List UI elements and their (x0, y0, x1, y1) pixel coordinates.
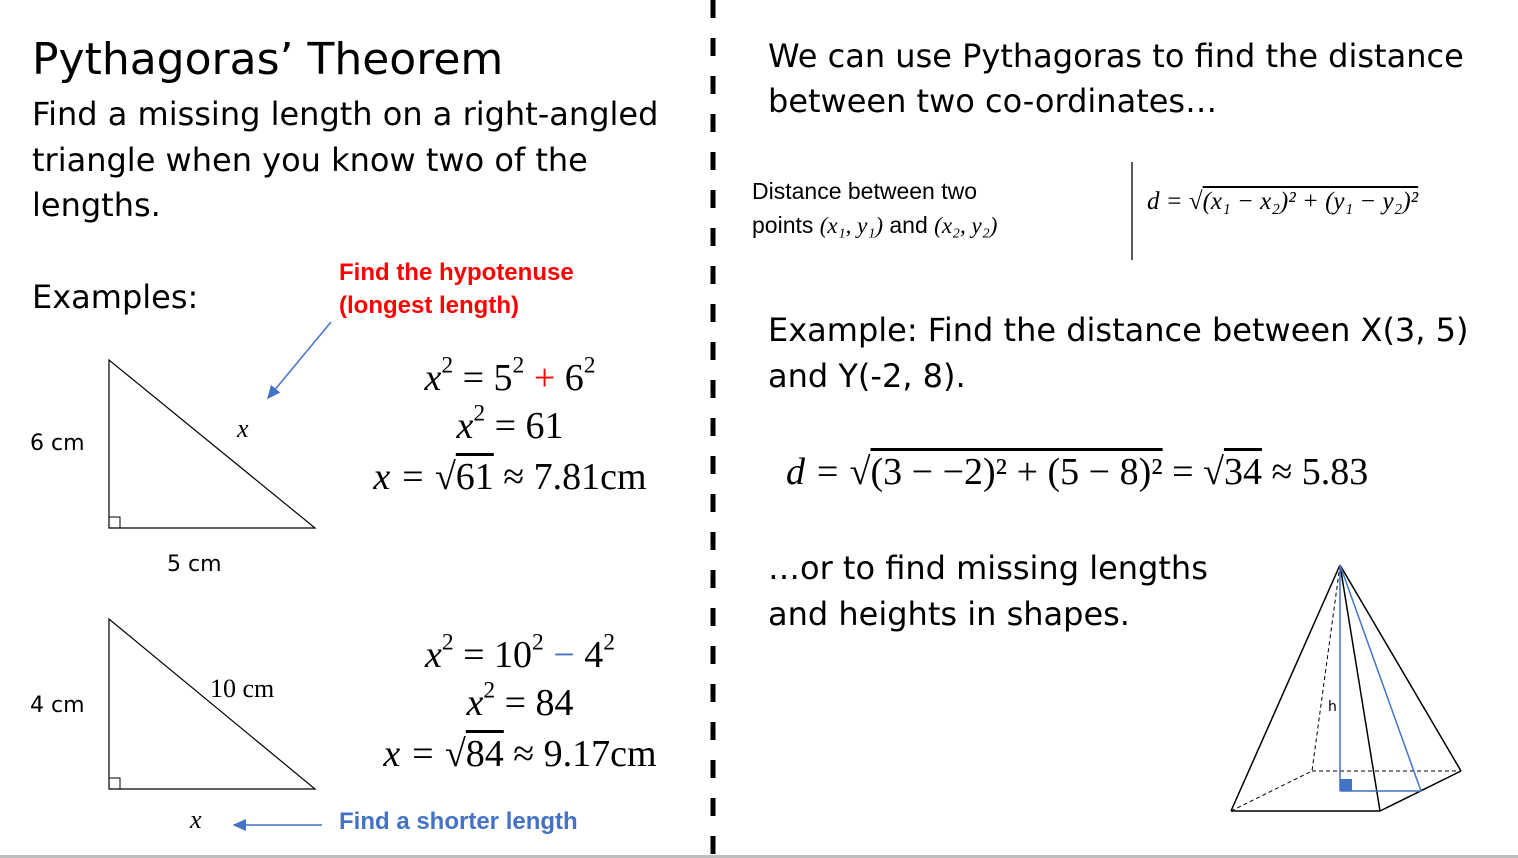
example-line-2: and Y(-2, 8). (768, 357, 966, 395)
example-1-equation-1: $x^2 = 5^2 + 6^2$ (424, 352, 596, 399)
right-intro-line-2: between two co-ordinates… (768, 82, 1218, 120)
hypotenuse-note-line-2: (longest length) (339, 292, 519, 319)
formula-description-line-2: points (x₁, y₁) and (x₂, y₂) (752, 212, 998, 238)
triangle-1-hypotenuse-label: x (237, 414, 249, 443)
triangle-1-side-vertical: 6 cm (30, 431, 85, 456)
page-title: Pythagoras’ Theorem (32, 34, 504, 85)
right-intro-line-1: We can use Pythagoras to find the distance (768, 37, 1464, 75)
example-1-equation-3: x = √61 ≈ 7.81cm (373, 456, 647, 498)
triangle-2-base-label: x (190, 805, 202, 834)
hypotenuse-note-line-1: Find the hypotenuse (339, 259, 574, 286)
shapes-line-2: and heights in shapes. (768, 595, 1130, 633)
distance-formula: d = √(x₁ − x₂)² + (y₁ − y₂)² (1147, 188, 1419, 215)
formula-description-line-1: Distance between two (752, 178, 978, 204)
example-2-equation-1: $x^2 = 10^2 - 4^2$ (424, 629, 616, 676)
example-2-equation-2: $x^2 = 84$ (466, 677, 574, 724)
triangle-1-side-horizontal: 5 cm (167, 552, 222, 577)
shapes-line-1: …or to find missing lengths (768, 549, 1208, 587)
shorter-length-note: Find a shorter length (339, 808, 578, 835)
intro-line-3: lengths. (32, 186, 161, 224)
intro-line-2: triangle when you know two of the (32, 141, 588, 179)
pyramid-height-label: h (1328, 699, 1337, 715)
triangle-2-side-vertical: 4 cm (30, 693, 85, 718)
distance-calculation: d = √(3 − −2)² + (5 − 8)² = √34 ≈ 5.83 (786, 451, 1369, 493)
intro-line-1: Find a missing length on a right-angled (32, 95, 659, 133)
example-1-equation-2: $x^2 = 61$ (456, 400, 564, 447)
example-line-1: Example: Find the distance between X(3, 5) (768, 311, 1469, 349)
example-2-equation-3: x = √84 ≈ 9.17cm (383, 733, 657, 775)
examples-label: Examples: (32, 278, 199, 316)
triangle-2-hypotenuse-label: 10 cm (210, 674, 275, 703)
